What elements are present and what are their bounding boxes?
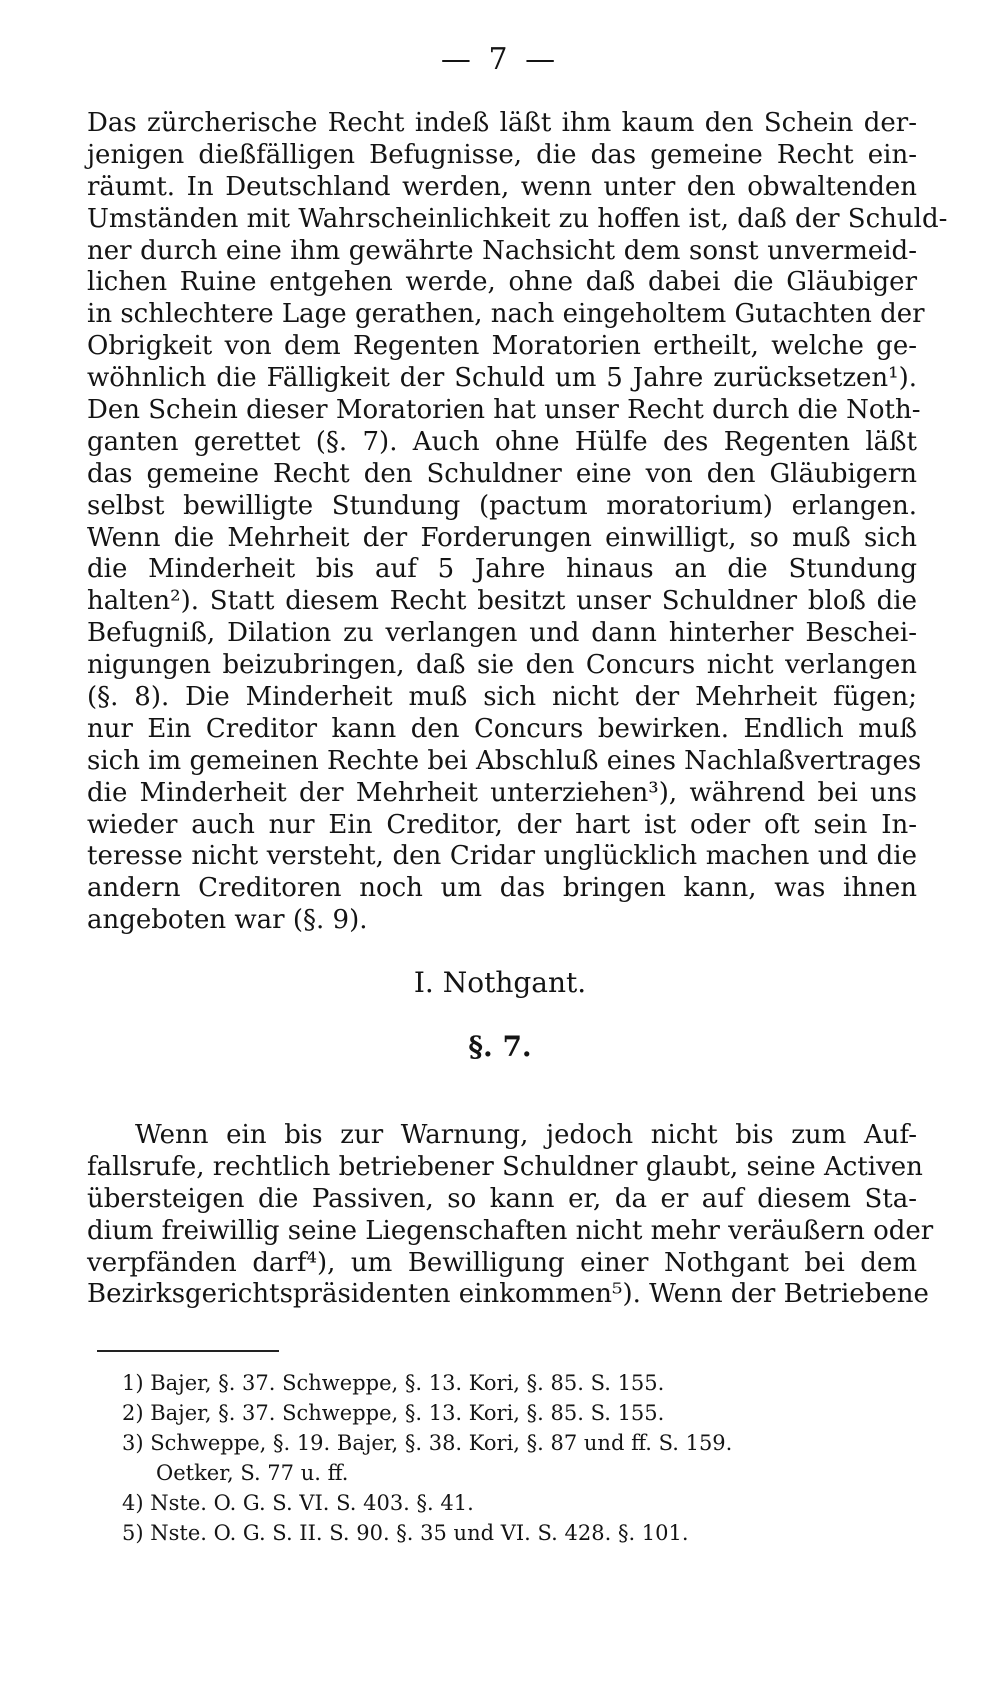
footnote: 1) Bajer, §. 37. Schweppe, §. 13. Kori, §. 85. S. 155. — [122, 1371, 665, 1395]
text-line: sich im gemeinen Rechte bei Abschluß eines Nachlaßvertrages — [87, 745, 922, 776]
text-line: wieder auch nur Ein Creditor, der hart ist oder oft sein In- — [87, 809, 917, 840]
paragraph-2 — [87, 1120, 934, 1311]
text-line: die Minderheit der Mehrheit unterziehen³), während bei uns — [87, 777, 917, 808]
text-line: Obrigkeit von dem Regenten Moratorien ertheilt, welche ge- — [87, 331, 917, 362]
text-line: übersteigen die Passiven, so kann er, da er auf diesem Sta- — [87, 1183, 917, 1214]
text-line: (§. 8). Die Minderheit muß sich nicht der Mehrheit fügen; — [87, 682, 917, 713]
footnote: 3) Schweppe, §. 19. Bajer, §. 38. Kori, §. 87 und ff. S. 159. — [122, 1431, 733, 1455]
text-line: selbst bewilligte Stundung (pactum moratorium) erlangen. — [87, 490, 917, 521]
footnote: 4) Nste. O. G. S. VI. S. 403. §. 41. — [122, 1491, 474, 1515]
text-line: ganten gerettet (§. 7). Auch ohne Hülfe des Regenten läßt — [87, 426, 917, 457]
text-line: nigungen beizubringen, daß sie den Concurs nicht verlangen — [87, 650, 917, 681]
text-line: Wenn die Mehrheit der Forderungen einwilligt, so muß sich — [87, 522, 917, 553]
footnote-continuation: Oetker, S. 77 u. ff. — [156, 1461, 349, 1485]
chapter-heading: I. Nothgant. — [413, 966, 587, 999]
text-line: Wenn ein bis zur Warnung, jedoch nicht bis zum Auf- — [135, 1120, 917, 1150]
footnote: 5) Nste. O. G. S. II. S. 90. §. 35 und VI. S. 428. §. 101. — [122, 1521, 689, 1545]
text-line: dium freiwillig seine Liegenschaften nicht mehr veräußern oder — [87, 1215, 934, 1246]
footnote-divider — [97, 1350, 279, 1352]
text-line: Das zürcherische Recht indeß läßt ihm kaum den Schein der- — [87, 108, 917, 138]
text-line: lichen Ruine entgehen werde, ohne daß dabei die Gläubiger — [87, 267, 917, 298]
text-line: angeboten war (§. 9). — [87, 905, 368, 936]
text-line: Den Schein dieser Moratorien hat unser Recht durch die Noth- — [87, 395, 921, 426]
text-line: das gemeine Recht den Schuldner eine von den Gläubigern — [87, 458, 917, 489]
text-line: Bezirksgerichtspräsidenten einkommen⁵). Wenn der Betriebene — [87, 1279, 929, 1310]
text-line: nur Ein Creditor kann den Concurs bewirken. Endlich muß — [87, 713, 917, 744]
text-line: die Minderheit bis auf 5 Jahre hinaus an die Stundung — [87, 554, 917, 585]
text-line: verpfänden darf⁴), um Bewilligung einer Nothgant bei dem — [87, 1247, 917, 1278]
paragraph-1 — [87, 108, 948, 937]
text-line: wöhnlich die Fälligkeit der Schuld um 5 Jahre zurücksetzen¹). — [87, 363, 917, 394]
footnotes — [122, 1368, 902, 1548]
text-line: Befugniß, Dilation zu verlangen und dann hinterher Beschei- — [87, 618, 917, 649]
footnote: 2) Bajer, §. 37. Schweppe, §. 13. Kori, §. 85. S. 155. — [122, 1401, 665, 1425]
text-line: ner durch eine ihm gewährte Nachsicht dem sonst unvermeid- — [87, 235, 917, 266]
page-number: — 7 — — [440, 42, 560, 77]
text-line: jenigen dießfälligen Befugnisse, die das gemeine Recht ein- — [87, 139, 917, 170]
section-heading: §. 7. — [468, 1030, 532, 1063]
text-line: in schlechtere Lage gerathen, nach eingeholtem Gutachten der — [87, 299, 925, 330]
text-line: räumt. In Deutschland werden, wenn unter den obwaltenden — [87, 171, 917, 202]
text-line: teresse nicht versteht, den Cridar unglücklich machen und die — [87, 841, 917, 872]
text-line: halten²). Statt diesem Recht besitzt unser Schuldner bloß die — [87, 586, 917, 617]
text-line: andern Creditoren noch um das bringen kann, was ihnen — [87, 873, 917, 904]
text-line: Umständen mit Wahrscheinlichkeit zu hoffen ist, daß der Schuld- — [87, 203, 948, 234]
text-line: fallsrufe, rechtlich betriebener Schuldner glaubt, seine Activen — [87, 1151, 923, 1182]
